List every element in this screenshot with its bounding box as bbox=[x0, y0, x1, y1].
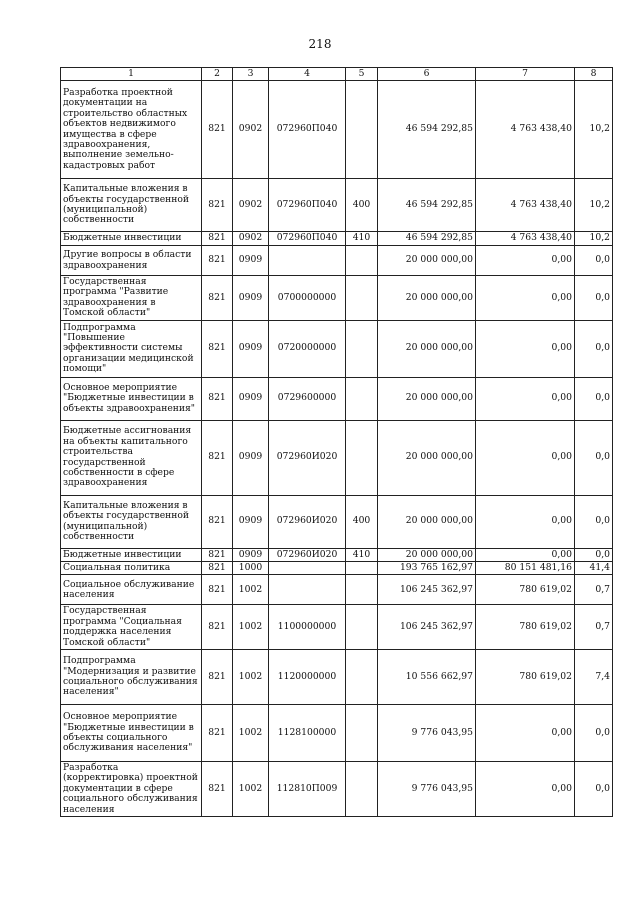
table-row bbox=[61, 420, 613, 495]
row-fact: 0,00 bbox=[476, 495, 575, 548]
row-grbs: 821 bbox=[202, 320, 233, 377]
row-fact: 780 619,02 bbox=[476, 650, 575, 705]
header-row bbox=[61, 68, 613, 81]
column-header: 5 bbox=[346, 68, 378, 81]
table-row bbox=[61, 276, 613, 321]
row-grbs: 821 bbox=[202, 179, 233, 232]
row-fact: 80 151 481,16 bbox=[476, 562, 575, 575]
row-grbs: 821 bbox=[202, 650, 233, 705]
column-header: 3 bbox=[233, 68, 269, 81]
row-grbs: 821 bbox=[202, 232, 233, 246]
table-row bbox=[61, 762, 613, 817]
row-plan: 46 594 292,85 bbox=[378, 179, 476, 232]
row-section: 0909 bbox=[233, 420, 269, 495]
row-target: 072960П040 bbox=[269, 179, 346, 232]
row-grbs: 821 bbox=[202, 246, 233, 276]
row-target bbox=[269, 562, 346, 575]
row-target: 1120000000 bbox=[269, 650, 346, 705]
table-row bbox=[61, 377, 613, 420]
table-row bbox=[61, 495, 613, 548]
table-row bbox=[61, 81, 613, 179]
row-section: 0909 bbox=[233, 495, 269, 548]
row-fact: 0,00 bbox=[476, 320, 575, 377]
row-pct: 0,0 bbox=[575, 276, 613, 321]
row-fact: 0,00 bbox=[476, 705, 575, 762]
row-plan: 193 765 162,97 bbox=[378, 562, 476, 575]
row-name: Государственная программа "Социальная поддержка населения Томской области" bbox=[61, 605, 202, 650]
row-plan: 20 000 000,00 bbox=[378, 495, 476, 548]
column-header: 8 bbox=[575, 68, 613, 81]
row-fact: 0,00 bbox=[476, 762, 575, 817]
row-vr bbox=[346, 377, 378, 420]
row-pct: 0,7 bbox=[575, 605, 613, 650]
row-vr bbox=[346, 420, 378, 495]
row-grbs: 821 bbox=[202, 377, 233, 420]
budget-table bbox=[60, 67, 613, 817]
row-vr bbox=[346, 81, 378, 179]
row-fact: 0,00 bbox=[476, 276, 575, 321]
row-plan: 46 594 292,85 bbox=[378, 232, 476, 246]
row-target: 072960И020 bbox=[269, 420, 346, 495]
row-section: 0909 bbox=[233, 276, 269, 321]
row-pct: 0,0 bbox=[575, 762, 613, 817]
row-pct: 10,2 bbox=[575, 81, 613, 179]
row-section: 0909 bbox=[233, 548, 269, 561]
row-fact: 4 763 438,40 bbox=[476, 232, 575, 246]
row-target: 0729600000 bbox=[269, 377, 346, 420]
table-row bbox=[61, 705, 613, 762]
row-vr bbox=[346, 246, 378, 276]
row-fact: 0,00 bbox=[476, 420, 575, 495]
row-name: Основное мероприятие "Бюджетные инвестиции в объекты здравоохранения" bbox=[61, 377, 202, 420]
row-grbs: 821 bbox=[202, 575, 233, 605]
row-vr bbox=[346, 650, 378, 705]
row-grbs: 821 bbox=[202, 276, 233, 321]
table-row bbox=[61, 575, 613, 605]
column-header: 6 bbox=[378, 68, 476, 81]
row-name: Подпрограмма "Повышение эффективности системы организации медицинской помощи" bbox=[61, 320, 202, 377]
row-vr: 410 bbox=[346, 232, 378, 246]
row-target: 072960И020 bbox=[269, 495, 346, 548]
row-target: 072960П040 bbox=[269, 81, 346, 179]
row-vr bbox=[346, 762, 378, 817]
row-target: 072960П040 bbox=[269, 232, 346, 246]
row-grbs: 821 bbox=[202, 762, 233, 817]
row-name: Подпрограмма "Модернизация и развитие социального обслуживания населения" bbox=[61, 650, 202, 705]
row-section: 1002 bbox=[233, 575, 269, 605]
row-fact: 0,00 bbox=[476, 548, 575, 561]
row-fact: 0,00 bbox=[476, 246, 575, 276]
table-row bbox=[61, 650, 613, 705]
row-section: 1002 bbox=[233, 762, 269, 817]
table-row bbox=[61, 562, 613, 575]
row-target: 1100000000 bbox=[269, 605, 346, 650]
row-pct: 0,0 bbox=[575, 705, 613, 762]
row-pct: 10,2 bbox=[575, 232, 613, 246]
row-fact: 4 763 438,40 bbox=[476, 81, 575, 179]
row-target: 1128100000 bbox=[269, 705, 346, 762]
row-section: 0909 bbox=[233, 377, 269, 420]
row-target: 0700000000 bbox=[269, 276, 346, 321]
row-plan: 46 594 292,85 bbox=[378, 81, 476, 179]
row-section: 0902 bbox=[233, 232, 269, 246]
row-vr: 400 bbox=[346, 495, 378, 548]
row-name: Государственная программа "Развитие здравоохранения в Томской области" bbox=[61, 276, 202, 321]
row-grbs: 821 bbox=[202, 81, 233, 179]
row-name: Капитальные вложения в объекты государственной (муниципальной) собственности bbox=[61, 495, 202, 548]
row-name: Бюджетные инвестиции bbox=[61, 232, 202, 246]
table-row bbox=[61, 605, 613, 650]
row-pct: 0,7 bbox=[575, 575, 613, 605]
table-row bbox=[61, 179, 613, 232]
table-row bbox=[61, 246, 613, 276]
column-header: 2 bbox=[202, 68, 233, 81]
row-target: 0720000000 bbox=[269, 320, 346, 377]
row-vr: 410 bbox=[346, 548, 378, 561]
row-section: 1000 bbox=[233, 562, 269, 575]
row-vr bbox=[346, 605, 378, 650]
row-section: 1002 bbox=[233, 650, 269, 705]
column-header: 1 bbox=[61, 68, 202, 81]
row-vr bbox=[346, 575, 378, 605]
row-section: 0909 bbox=[233, 320, 269, 377]
row-plan: 9 776 043,95 bbox=[378, 762, 476, 817]
row-pct: 0,0 bbox=[575, 320, 613, 377]
row-plan: 10 556 662,97 bbox=[378, 650, 476, 705]
row-name: Социальная политика bbox=[61, 562, 202, 575]
row-fact: 780 619,02 bbox=[476, 605, 575, 650]
row-grbs: 821 bbox=[202, 420, 233, 495]
row-vr: 400 bbox=[346, 179, 378, 232]
row-grbs: 821 bbox=[202, 605, 233, 650]
row-grbs: 821 bbox=[202, 548, 233, 561]
row-plan: 106 245 362,97 bbox=[378, 605, 476, 650]
row-vr bbox=[346, 562, 378, 575]
row-fact: 4 763 438,40 bbox=[476, 179, 575, 232]
column-header: 4 bbox=[269, 68, 346, 81]
row-pct: 0,0 bbox=[575, 377, 613, 420]
row-grbs: 821 bbox=[202, 562, 233, 575]
row-section: 0902 bbox=[233, 81, 269, 179]
row-plan: 20 000 000,00 bbox=[378, 246, 476, 276]
row-name: Капитальные вложения в объекты государственной (муниципальной) собственности bbox=[61, 179, 202, 232]
row-plan: 20 000 000,00 bbox=[378, 276, 476, 321]
table-body bbox=[61, 81, 613, 817]
table-row bbox=[61, 232, 613, 246]
row-grbs: 821 bbox=[202, 705, 233, 762]
column-header: 7 bbox=[476, 68, 575, 81]
row-target: 072960И020 bbox=[269, 548, 346, 561]
row-target bbox=[269, 575, 346, 605]
row-pct: 7,4 bbox=[575, 650, 613, 705]
row-pct: 0,0 bbox=[575, 548, 613, 561]
row-pct: 0,0 bbox=[575, 495, 613, 548]
row-vr bbox=[346, 705, 378, 762]
table-row bbox=[61, 548, 613, 561]
row-section: 0902 bbox=[233, 179, 269, 232]
row-vr bbox=[346, 320, 378, 377]
row-pct: 41,4 bbox=[575, 562, 613, 575]
row-name: Другие вопросы в области здравоохранения bbox=[61, 246, 202, 276]
row-fact: 780 619,02 bbox=[476, 575, 575, 605]
row-plan: 20 000 000,00 bbox=[378, 548, 476, 561]
table-row bbox=[61, 320, 613, 377]
row-plan: 20 000 000,00 bbox=[378, 320, 476, 377]
row-name: Бюджетные ассигнования на объекты капитального строительства государственной собственности в сфере здравоохранения bbox=[61, 420, 202, 495]
row-grbs: 821 bbox=[202, 495, 233, 548]
row-plan: 20 000 000,00 bbox=[378, 377, 476, 420]
row-section: 0909 bbox=[233, 246, 269, 276]
row-pct: 0,0 bbox=[575, 420, 613, 495]
row-name: Разработка (корректировка) проектной документации в сфере социального обслуживания населения bbox=[61, 762, 202, 817]
row-target bbox=[269, 246, 346, 276]
row-plan: 106 245 362,97 bbox=[378, 575, 476, 605]
row-pct: 10,2 bbox=[575, 179, 613, 232]
row-name: Социальное обслуживание населения bbox=[61, 575, 202, 605]
row-plan: 20 000 000,00 bbox=[378, 420, 476, 495]
row-name: Разработка проектной документации на строительство областных объектов недвижимого имущества в сфере здравоохранения, выполнение земельно-кадастровых работ bbox=[61, 81, 202, 179]
row-fact: 0,00 bbox=[476, 377, 575, 420]
row-name: Бюджетные инвестиции bbox=[61, 548, 202, 561]
row-plan: 9 776 043,95 bbox=[378, 705, 476, 762]
row-section: 1002 bbox=[233, 705, 269, 762]
row-section: 1002 bbox=[233, 605, 269, 650]
row-vr bbox=[346, 276, 378, 321]
page-number: 218 bbox=[308, 37, 332, 51]
row-target: 112810П009 bbox=[269, 762, 346, 817]
row-pct: 0,0 bbox=[575, 246, 613, 276]
row-name: Основное мероприятие "Бюджетные инвестиции в объекты социального обслуживания населения" bbox=[61, 705, 202, 762]
